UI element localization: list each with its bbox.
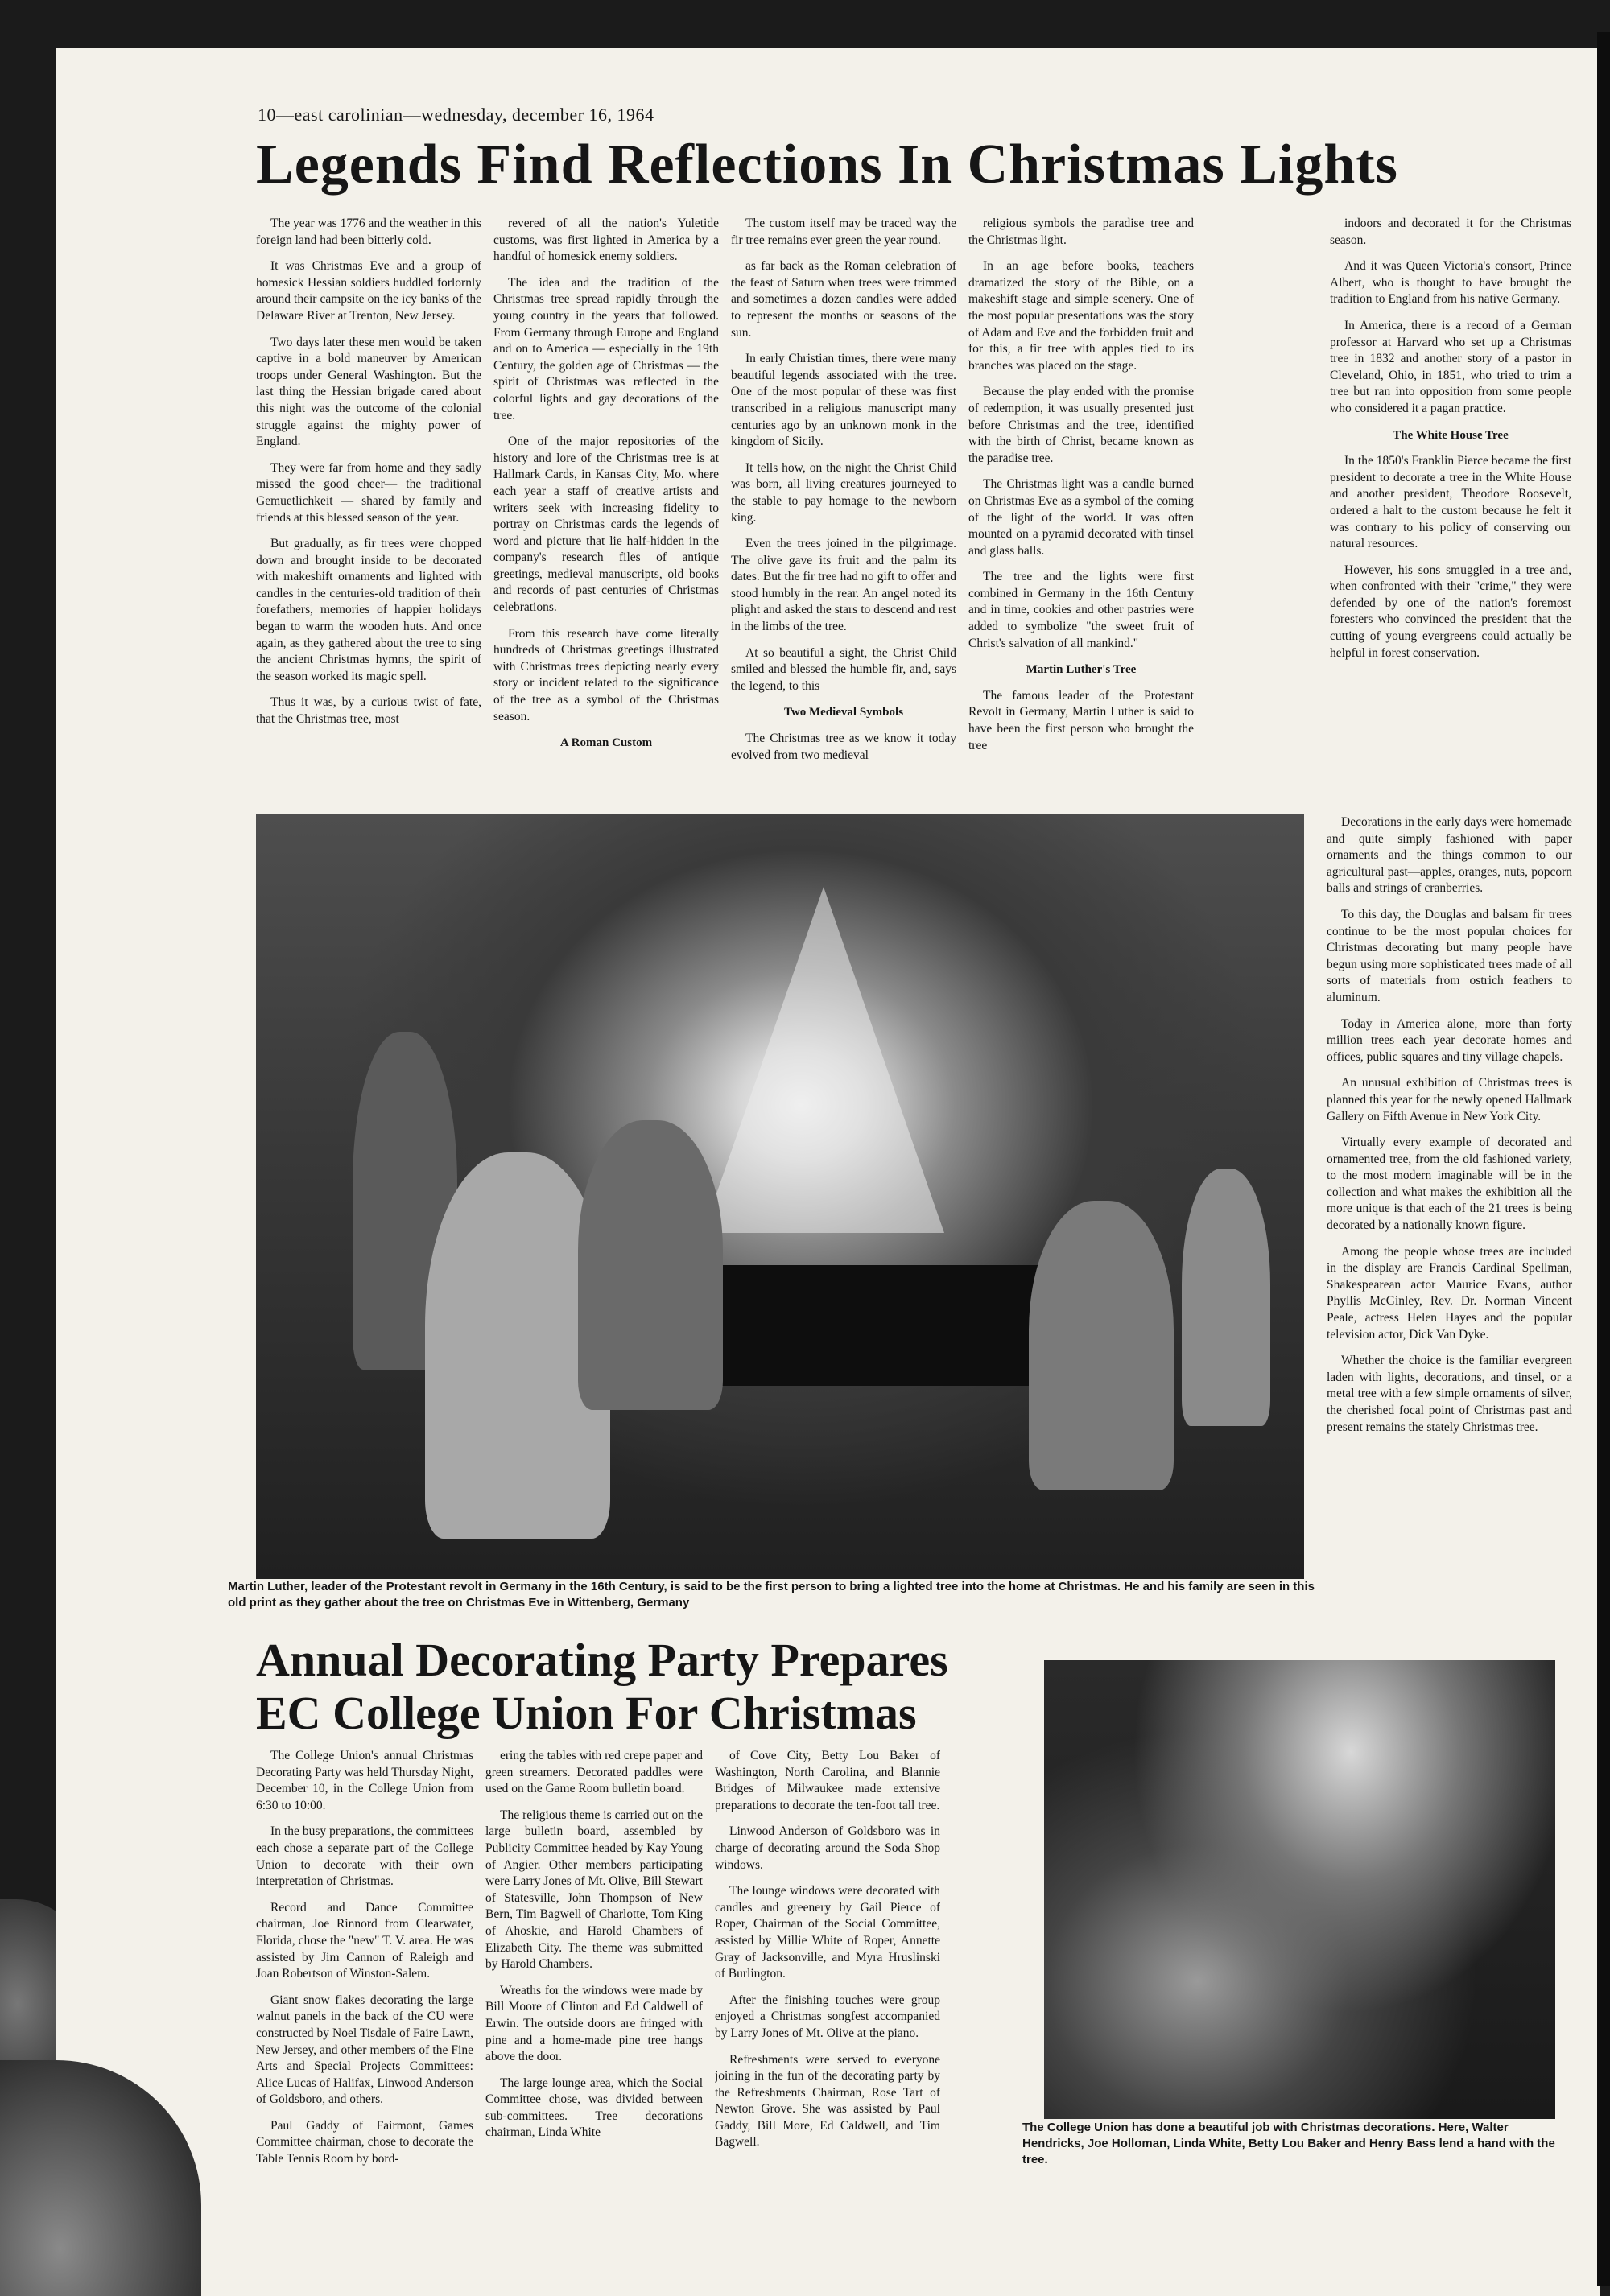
- article1-column-5b: [1327, 814, 1572, 1643]
- headline: Legends Find Reflections In Christmas Lights: [256, 134, 1398, 196]
- paragraph: In America, there is a record of a German professor at Harvard who set up a Christmas tree in 1832 and another story of a pastor in Cleveland, Ohio, in 1851, who tried to trim a tree but ran into opposition from some people who considered it a pagan practice.: [1330, 318, 1571, 415]
- folio-line: 10—east carolinian—wednesday, december 16, 1964: [258, 105, 654, 125]
- paragraph: religious symbols the paradise tree and the Christmas light.: [968, 216, 1194, 247]
- paragraph: The year was 1776 and the weather in this foreign land had been bitterly cold.: [256, 216, 481, 247]
- paragraph: One of the major repositories of the history and lore of the Christmas tree is at Hallmark Cards, in Kansas City, Mo. where each year a staff of creative artists and writers seek with increasing fidelity to portray on Christmas cards the legends of word and picture that lie half-hidden in the company's research files of antique greetings, medieval manuscripts, old books and records of past centuries of Christmas celebrations.: [493, 435, 719, 615]
- paragraph: The College Union's annual Christmas Decorating Party was held Thursday Night, December 10, in the College Union from 6:30 to 10:00.: [256, 1749, 473, 1812]
- paragraph: The Christmas tree as we know it today evolved from two medieval: [731, 732, 956, 762]
- paragraph: They were far from home and they sadly missed the good cheer— the traditional Gemuetlichkeit — shared by family and friends at this blessed season of the year.: [256, 460, 481, 525]
- paragraph: The lounge windows were decorated with candles and greenery by Gail Pierce of Roper, Chairman of the Social Committee, assisted by Millie White of Roper, Annette Gray of Jacksonville, and Myra Hruslinski of Burlington.: [715, 1884, 940, 1981]
- paragraph: revered of all the nation's Yuletide customs, was first lighted in America by a handful of homesick enemy soldiers.: [493, 216, 719, 264]
- article2-column-2: [485, 1748, 703, 2279]
- paragraph: Because the play ended with the promise of redemption, it was usually presented just before Christmas and the tree, identified with the birth of Christ, became known as the paradise tree.: [968, 385, 1194, 465]
- paragraph: In an age before books, teachers dramatized the story of the Bible, on a makeshift stage and simple scenery. One of the most popular presentations was the story of Adam and Eve and the forbidden fruit and for this, a fir tree with apples tied to its branches was placed on the stage.: [968, 259, 1194, 373]
- paragraph: It was Christmas Eve and a group of homesick Hessian soldiers huddled forlornly around their campsite on the icy banks of the Delaware River at Trenton, New Jersey.: [256, 259, 481, 323]
- photo-caption: Martin Luther, leader of the Protestant revolt in Germany in the 16th Century, is said to be the first person to bring a lighted tree into the home at Christmas. He and his family are seen in this old print as they gather about the tree on Christmas Eve in Wittenberg, Germany: [228, 1580, 1315, 1610]
- college-union-decorating-photo: [1044, 1660, 1555, 2119]
- person-figure: [578, 1120, 723, 1410]
- article2-column-3: [715, 1748, 940, 2279]
- article2-column-1: [256, 1748, 473, 2279]
- paragraph: Decorations in the early days were homemade and quite simply fashioned with paper ornaments and the things common to our agricultural past—apples, oranges, nuts, popcorn balls and strings of cranberries.: [1327, 815, 1572, 896]
- paragraph: Even the trees joined in the pilgrimage. The olive gave its fruit and the palm its dates. But the fir tree had no gift to offer and stood humbly in the rear. An angel noted its plight and asked the stars to descend and rest in the limbs of the tree.: [731, 537, 956, 634]
- paragraph: The tree and the lights were first combined in Germany in the 16th Century and in time, cookies and other pastries were added to symbolize "the sweet fruit of Christ's salvation of all mankind.": [968, 570, 1194, 650]
- paragraph: Whether the choice is the familiar evergreen laden with lights, decorations, and tinsel, or a metal tree with a few simple ornaments of silver, the cherished focal point of Christmas past and present remains the stately Christmas tree.: [1327, 1354, 1572, 1434]
- paragraph: Thus it was, by a curious twist of fate, that the Christmas tree, most: [256, 695, 481, 727]
- paragraph: In early Christian times, there were many beautiful legends associated with the tree. One of the most popular of these was first transcribed in a religious manuscript many centuries ago by an unknown monk in the kingdom of Sicily.: [731, 352, 956, 449]
- paragraph: Giant snow flakes decorating the large walnut panels in the back of the CU were constructed by Noel Tisdale of Faire Lawn, New Jersey, and other members of the Fine Arts and Special Projects Committees: Alice Lucas of Halifax, Linwood Anderson of Goldsboro, and others.: [256, 1993, 473, 2107]
- paragraph: as far back as the Roman celebration of the feast of Saturn when trees were trimmed and sometimes a dozen candles were added to represent the months or seasons of the sun.: [731, 259, 956, 340]
- article1-column-5a: [1330, 216, 1571, 795]
- paragraph: In the busy preparations, the committees each chose a separate part of the College Union to decorate with their own interpretation of Christmas.: [256, 1824, 473, 1889]
- christmas-tree-figure: [703, 887, 944, 1233]
- second-headline: [256, 1634, 1045, 1740]
- second-headline-line: EC College Union For Christmas: [256, 1687, 917, 1739]
- person-figure: [1029, 1201, 1174, 1490]
- subheading: Two Medieval Symbols: [783, 706, 904, 719]
- paragraph: Two days later these men would be taken captive in a bold maneuver by American troops under General Washington. But the last thing the Hessian brigade cared about this night was the outcome of the colonial struggle against the mighty power of England.: [256, 335, 481, 449]
- paragraph: However, his sons smuggled in a tree and, when confronted with their "crime," they were defended by one of the nation's foremost foresters who convinced the president that the cutting of young evergreens could actually be helpful in forest conservation.: [1330, 563, 1571, 660]
- paragraph: Paul Gaddy of Fairmont, Games Committee chairman, chose to decorate the Table Tennis Room by bord-: [256, 2118, 473, 2166]
- paragraph: indoors and decorated it for the Christmas season.: [1330, 216, 1571, 247]
- subheading: The White House Tree: [1393, 428, 1509, 442]
- paragraph: To this day, the Douglas and balsam fir trees continue to be the most popular choices for Christmas decorating but many people have begun using more sophisticated trees made of all sorts of materials from ostrich feathers to aluminum.: [1327, 907, 1572, 1004]
- paragraph: At so beautiful a sight, the Christ Child smiled and blessed the humble fir, and, says the legend, to this: [731, 645, 956, 693]
- paragraph: But gradually, as fir trees were chopped down and brought inside to be decorated with makeshift ornaments and lighted with candles in the centuries-old tradition of their forefathers, memories of happier holidays began to warm the wooden huts. And once again, as they gathered about the tree to sing the ancient Christmas hymns, the spirit of the season worked its magic spell.: [256, 537, 481, 683]
- paragraph: And it was Queen Victoria's consort, Prince Albert, who is thought to have brought the tradition to England from his native Germany.: [1330, 259, 1571, 307]
- paragraph: Record and Dance Committee chairman, Joe Rinnord from Clearwater, Florida, chose the "new" T. V. area. He was assisted by Jim Cannon of Raleigh and Joan Robertson of Winston-Salem.: [256, 1900, 473, 1981]
- paragraph: ering the tables with red crepe paper and green streamers. Decorated paddles were used on the Game Room bulletin board.: [485, 1749, 703, 1796]
- article1-column-1: [256, 216, 481, 787]
- paragraph: Linwood Anderson of Goldsboro was in charge of decorating around the Soda Shop windows.: [715, 1824, 940, 1872]
- photo-caption: The College Union has done a beautiful job with Christmas decorations. Here, Walter Hendricks, Joe Holloman, Linda White, Betty Lou Baker and Henry Bass lend a hand with the tree.: [1022, 2121, 1555, 2166]
- article1-column-2: [493, 216, 719, 787]
- paragraph: From this research have come literally hundreds of Christmas greetings illustrated with Christmas trees depicting nearly every story or incident related to the significance of the tree as a symbol of the Christmas season.: [493, 626, 719, 723]
- article1-column-4: [968, 216, 1194, 787]
- person-figure: [1182, 1169, 1270, 1426]
- paragraph: The religious theme is carried out on the large bulletin board, assembled by Publicity Committee headed by Kay Young of Angier. Other members participating were Larry Jones of Mt. Olive, Bill Stewart of Statesville, John Thompson of New Bern, Tim Bagwell of Charlotte, Tom King of Ahoskie, and Harold Chambers of Elizabeth City. The theme was submitted by Harold Chambers.: [485, 1808, 703, 1972]
- paragraph: The Christmas light was a candle burned on Christmas Eve as a symbol of the coming of the light of the world. It was often mounted on a pyramid decorated with tinsel and glass balls.: [968, 477, 1194, 558]
- paragraph: Today in America alone, more than forty million trees each year decorate homes and offices, public squares and tiny village chapels.: [1327, 1016, 1572, 1064]
- paragraph: After the finishing touches were group enjoyed a Christmas songfest accompanied by Larry Jones of Mt. Olive at the piano.: [715, 1993, 940, 2040]
- subheading: A Roman Custom: [559, 736, 653, 750]
- page-edge: [1597, 32, 1610, 2286]
- paragraph: An unusual exhibition of Christmas trees is planned this year for the newly opened Hallmark Gallery on Fifth Avenue in New York City.: [1327, 1076, 1572, 1123]
- paragraph: Among the people whose trees are included in the display are Francis Cardinal Spellman, Shakespearean actor Maurice Evans, author Phyllis McGinley, Rev. Dr. Norman Vincent Peale, actress Helen Hayes and the popular television actor, Dick Van Dyke.: [1327, 1244, 1572, 1342]
- paragraph: In the 1850's Franklin Pierce became the first president to decorate a tree in the White House and another president, Theodore Roosevelt, ordered a halt to the custom because he felt it was contrary to his policy of conserving our natural resources.: [1330, 454, 1571, 551]
- paragraph: of Cove City, Betty Lou Baker of Washington, North Carolina, and Blannie Bridges of Milwaukee made extensive preparations to decorate the ten-foot tall tree.: [715, 1749, 940, 1812]
- paragraph: The famous leader of the Protestant Revolt in Germany, Martin Luther is said to have been the first person who brought the tree: [968, 688, 1194, 752]
- paragraph: Virtually every example of decorated and ornamented tree, from the old fashioned variety, to the most modern imaginable will be in the collection and what makes the exhibition all the more unique is that each of the 21 trees is being decorated by a nationally known figure.: [1327, 1136, 1572, 1233]
- paragraph: It tells how, on the night the Christ Child was born, all living creatures journeyed to the stable to pay homage to the newborn king.: [731, 460, 956, 525]
- martin-luther-print-photo: [256, 814, 1304, 1579]
- paragraph: The large lounge area, which the Social Committee chose, was divided between sub-committees. Tree decorations chairman, Linda White: [485, 2075, 703, 2140]
- paragraph: The idea and the tradition of the Christmas tree spread rapidly through the young country in the years that followed. From Germany through Europe and England and on to America — especially in the 19th Century, the golden age of Christmas — the spirit of Christmas was reflected in the colorful lights and gay decorations of the tree.: [493, 275, 719, 423]
- paragraph: Wreaths for the windows were made by Bill Moore of Clinton and Ed Caldwell of Erwin. The outside doors are fringed with pine and a home-made pine tree hangs above the door.: [485, 1983, 703, 2064]
- second-headline-line: Annual Decorating Party Prepares: [256, 1634, 948, 1686]
- paragraph: The custom itself may be traced way the fir tree remains ever green the year round.: [731, 216, 956, 247]
- paragraph: Refreshments were served to everyone joining in the fun of the decorating party by the Refreshments Chairman, Rose Tart of Newton Grove. She was assisted by Paul Gaddy, Bill More, Ed Caldwell, and Tim Bagwell.: [715, 2052, 940, 2150]
- article1-column-3: [731, 216, 956, 787]
- subheading: Martin Luther's Tree: [1026, 663, 1137, 677]
